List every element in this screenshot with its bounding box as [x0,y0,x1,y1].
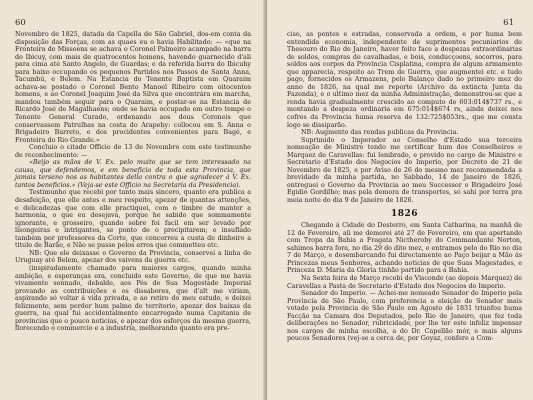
paragraph: Suprimido o Imperador ao Conselho d'Estado sua terceira nomeação de Ministro tendo me certificar hum dos Conselheiros o Marquez de Caravellas: fui lembrado, e provido no cargo de Ministro e Secretario d'Estado dos Negocios do Imperio, por Decreto de 21 de Novembro de 1825, e por Aviso de 26 do mesmo mez recommendada a brevidade da minha partida, no Sabbado, 14 de Janeiro de 1826, entreguei o Governo da Provincia ao meu Successor o Brigadeiro José Egidio Gordilho; mas pela demora de transportes, só sahi por terra pra meia noite do dia 9 de Janeiro de 1826. [287,136,522,205]
note-paragraph: NB: Augmento das rendas publicas da Provincia. [301,129,459,137]
left-page-text [15,31,251,333]
paragraph: Chegando á Cidade do Desterro, em Santa Catharina, na manhã de 12 de Fevereiro, ali me demorei até 27 de Fevereiro, em que apertando com Tropa da Bahia a Fragata Nictheroby do Commandante Norton, sahimos barra fora, no dia 29 do dito mez, e entramos pelo do Rio no dia 7 de Março, e desembarcando fui directamente ao Paço beijar a Mão ás Princezas meus Senhores, achando noticias de que Suas Magestades, e Princeza D. Maria da Gloria tinhão partido para a Bahia. [287,222,522,275]
right-page [267,0,533,400]
quoted-paragraph: «Beijo as mãos de V. Ex. pelo muito que se tem interessado na causa, que defendemos, e em beneficio de toda esta Provincia, que jamais terseno nos as habitantes della contra o que agradecer á V. Ex. tantos beneficios.» (Veja-se este Officio na Secretaria da Presidencia). [15,159,251,189]
year-heading: 1826 [390,208,419,219]
left-page [0,0,266,400]
paragraph: Senador do Imperio. — Achei-me nomeado Senador do Imperio pela Provincia de São Paulo, com preferencia a eleição de Senador mais votado pela Provincia de São Paulo em Agosto de 1831 triunfou huma Facção na Camara dos Deputados, pelo Rio de Janeiro, que fez toda deliberações no Senador, rubricidade, por lhe ter este infeliz impensar nos cargos de minha escolha, a do Dr. Capellão mór, e mais alguns poucos Senadores (vej-se a cerca de, por Goyaz, confere a Com- [287,290,522,343]
note-paragraph: NB: Que ele deixasse o Governo da Provincia, conservei a linha do Uruguay até Belem, apezar dos vaivens da guerra etc. [15,249,251,265]
paragraph: Concluio o citado Officio de 13 de Novembro com este testimunho de reconhecimento: — [15,144,251,159]
right-page-text [287,31,522,343]
paragraph: Testimunho que recebi por tanto mais sincero, quanto era publica a desafeição, que elle antes e meu respeito, apezar de quantas attenções, e delicadezas que com elle practiquei, com o timbre de manter a harmonia, o que eu desejava, porque he sabido que sommamente ignorante, e grosseiro, quando sobre foi facil em ser levado por lisongeiras e intrigantes, se ponto de o precipitarem; e insuflado também por professores da Corte, que concorreu a custa de dinheiro a titulo de Barão, e Não se pusse pelos erros que commetteu etc. [15,189,251,250]
paragraph: Na Sexta feira de Março recebi do Visconde (ao depois Marquez) de Caravellas a Pasta de Secretario d'Estado dos Negocios do Imperio. [287,274,522,290]
page-number: 60 [15,18,26,28]
paragraph: Novembro de 1825, datada da Capella de São Gabriel, dos-em conta da disposição das Forças, com as quaes eu o havia Habilitado: — «que na Fronteira de Missoens se achava o Coronel Palmeiro acampado na barra do Ibicuy, com mais de quatrocentos homens, havendo guarnecido d'ali para cima até Santo Angelo, de Guardas; e da referida barra do Ibicuhy para baixo occupando os pequenos Partidos nos Passos de Santa Anna, Tacumbú, e Belem. Na Estancia do Tenente Baptista em Quaraim achava-se postado o Coronel Bento Manoel Ribeiro com oitocentos homens, e ao Coronel Joaquim José da Silva que encontrára em marcha, mandou também seguir para o Quaraim, e postar-se na Estancia de Ricardo José de Magalhaens; onde se havia occupado em outro tempo o Tenente General Curado, ordenando aos dous Coroneis que conservassem Patrulhas na costa do Arapehy: collocou em S. Anna o Brigadeiro Barreto, e dos procidentes convenientes para Bagé, e Fronteira do Rio Grande.» [15,31,251,144]
paragraph: ciso, as pontes e estradas, conservada a ordem, e por huma bem entendida economia, independente de suprimentos pecuniarios do Thesouro do Rio de Janeiro, haver feito face a despezas extraordinarias de soldos, compras de cavalhadas, e bois, conducçoens, socorros, para soldos aos corpos da Provincia Cisplatina, compra de algum armamento que apparecia, respeito ao Trem de Guerra, que augmentei etc. e tudo pago, fornecidos os Armazens, pelo Balanço dado no primeiro mez do anno de 1826, na qual me reporte (Archivo da extincta Junta da Fazenda), e o ultimo mez da minha Administração, demonstrou-se que a renda havia gradualmente crescido ao computo de 603:014$737 rs., e montando a despeza ordinaria em 675:014$674 rs, ainda deixei nos cofres da Provincia huma reserva de 132:725$053rs., que me consta logo se dissiparão. [287,31,522,129]
paragraph: (inspiradamente chamado para maiores cargos, quando minha ambição, e esperanças era, concluido este Governo, de que me havia vivamente sennado, debalde, aos Pés de Sua Magestade Imperial provando as contribuições e os dissabores, que d'alt me viriam, aspirando só voltar á vida privada, e ao retiro do meu estudo, e deixei felizmente, sem perder hum palmo de territorio, apezar dos baixas da guerra, na qual fui accidentalmente encarregado numa Capitania de provincias que o pouco noticias, e apezar dos esforços da mesma guerra, florecendo o commercio e a industria, melhorando quanto era pre- [15,264,251,333]
page-number: 61 [503,18,514,28]
